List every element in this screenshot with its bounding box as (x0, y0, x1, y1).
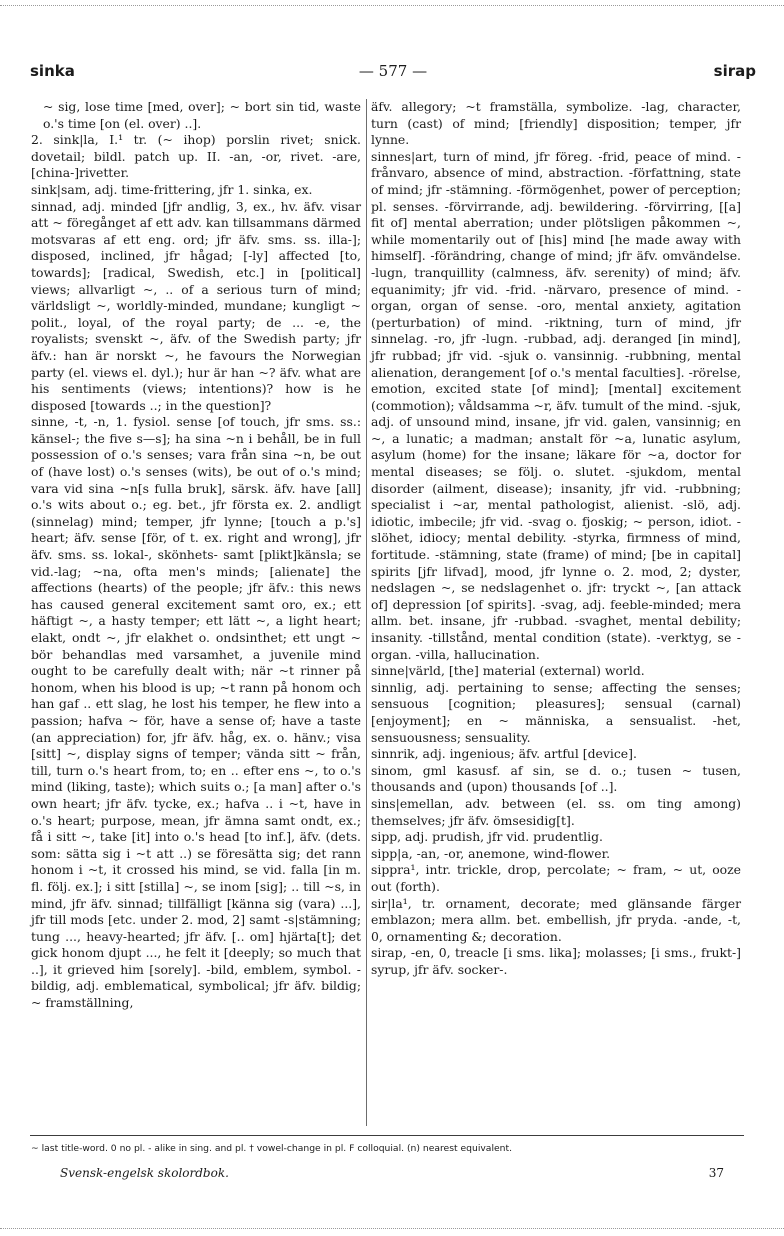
entry: sink|sam, adj. time-frittering, jfr 1. sinka, ex. (31, 181, 313, 197)
left-column (31, 99, 361, 1012)
entry: sinnrik, adj. ingenious; äfv. artful [device]. (371, 746, 637, 762)
right-column (371, 99, 741, 978)
entry: sir|la¹, tr. ornament, decorate; med glänsande färger emblazon; mera allm. bet. embellish, jfr pryda. -ande, -t, 0, ornamenting &; decoration. (371, 895, 741, 944)
page-footer (60, 1166, 724, 1180)
entry: ~ sig, lose time [med, over]; ~ bort sin tid, waste o.'s time [on (el. over) ..]. (43, 99, 361, 131)
book-title: Svensk-engelsk skolordbok. (60, 1166, 229, 1180)
abbreviation-legend: ~ last title-word. 0 no pl. - alike in sing. and pl. † vowel-change in pl. F colloquial. (n) nearest equivalent. (31, 1143, 512, 1154)
top-dotted-rule (0, 5, 784, 6)
sheet-number: 37 (708, 1166, 724, 1180)
entry: sirap, -en, 0, treacle [i sms. lika]; molasses; [i sms., frukt-] syrup, jfr äfv. socker-. (371, 945, 741, 977)
entry: äfv. allegory; ~t framställa, symbolize. -lag, character, turn (cast) of mind; [friendly] disposition; temper, jfr lynne. (371, 99, 741, 148)
entry: sippra¹, intr. trickle, drop, percolate; ~ fram, ~ ut, ooze out (forth). (371, 862, 741, 894)
entry: sipp|a, -an, -or, anemone, wind-flower. (371, 845, 611, 861)
entry: sinne|värld, [the] material (external) world. (371, 663, 645, 679)
entry: 2. sink|la, I.¹ tr. (~ ihop) porslin rivet; snick. dovetail; bildl. patch up. II. -an, -or, rivet. -are, [china-]rivetter. (31, 132, 361, 181)
bottom-dotted-rule (0, 1228, 784, 1229)
entry: sipp, adj. prudish, jfr vid. prudentlig. (371, 829, 603, 845)
entry: sinne, -t, -n, 1. fysiol. sense [of touch, jfr sms. ss.: känsel-; the five s—s]; ha sina ~n i behåll, be in full possession of o.'s senses; vara från sina ~n, be out of (have lost) o.'s senses (wits), be out of o.'s mind; vara vid sina ~n[s fulla bruk], särsk. äfv. have [all] o.'s wits about o.; eg. bet., jfr första ex. 2. andligt (sinnelag) mind; temper, jfr lynne; [touch a p.'s] heart; äfv. sense [för, of t. ex. right and wrong], jfr äfv. sms. ss. lokal-, skönhets- samt [plikt]känsla; se vid.-lag; ~na, ofta men's minds; [alienate] the affections (hearts) of the people; jfr äfv.: this news has caused general excitement samt oro, ex.; ett häftigt ~, a hasty temper; ett lätt ~, a light heart; elakt, ondt ~, jfr elakhet o. ondsinthet; ett ungt ~ bör behandlas med varsamhet, a juvenile mind ought to be carefully dealt with; när ~t rinner på honom, when his blood is up; ~t rann på honom och han gaf .. ett slag, he lost his temper, he flew into a passion; hafva ~ för, have a sense of; have a taste (an appreciation) for, jfr äfv. håg, ex. o. hänv.; visa [sitt] ~, display signs of temper; vända sitt ~ från, till, turn o.'s heart from, to; en .. efter ens ~, to o.'s mind (liking, taste); which suits o.; [a man] after o.'s own heart; jfr äfv. tycke, ex.; hafva .. i ~t, have in o.'s heart; purpose, mean, jfr ämna samt ondt, ex.; få i sitt ~, take [it] into o.'s head [to inf.], äfv. (dets. som: sätta sig i ~t att ..) se föresätta sig; det rann honom i ~t, it crossed his mind, se vid. falla [in m. fl. följ. ex.]; i sitt [stilla] ~, se inom [sig]; .. till ~s, in mind, jfr äfv. sinnad; tillfälligt [känna sig (vara) ...], jfr till mods [etc. under 2. mod, 2] samt -s|stämning; tung ..., heavy-hearted; jfr äfv. [.. om] hjärta[t]; det gick honom djupt ..., he felt it [deeply; so much that ..], it grieved him [sorely]. -bild, emblem, symbol. -bildig, adj. emblematical, symbolical; jfr äfv. bildig; ~ framställning, (31, 414, 361, 1011)
page-header (30, 62, 756, 88)
entry: sinnlig, adj. pertaining to sense; affecting the senses; sensuous [cognition; pleasures]; sensual (carnal) [enjoyment]; en ~ människa, a sensualist. -het, sensuousness; sensuality. (371, 679, 741, 745)
header-left-guide-word: sinka (30, 62, 75, 80)
entry: sinnad, adj. minded [jfr andlig, 3, ex., hv. äfv. visar att ~ föregånget af ett adv. kan tillsammans därmed motsvaras af ett eng. ord; jfr äfv. sms. ss. illa-]; disposed, inclined, jfr hågad; [-ly] affected [to, towards]; [radical, Swedish, etc.] in [political] views; allvarligt ~, .. of a serious turn of mind; världsligt ~, worldly-minded, mundane; kungligt ~ polit., loyal, of the royal party; de ... -e, the royalists; svenskt ~, äfv. of the Swedish party; jfr äfv.: han är norskt ~, he favours the Norwegian party (el. views el. dyl.); hur är han ~? äfv. what are his sentiments (views; intentions)? how is he disposed [towards ..; in the question]? (31, 198, 361, 413)
entry: sinom, gml kasusf. af sin, se d. o.; tusen ~ tusen, thousands and (upon) thousands [of ..]. (371, 762, 741, 795)
entry: sinnes|art, turn of mind, jfr föreg. -frid, peace of mind. -frånvaro, absence of mind, abstraction. -författning, state of mind; jfr -stämning. -förmögenhet, power of perception; pl. senses. -förvirrande, adj. bewildering. -förvirring, [[a] fit of] mental aberration; under plötsligen påkommen ~, while momentarily out of [his] mind [he made away with himself]. -förändring, change of mind; jfr äfv. omvändelse. -lugn, tranquillity (calmness, äfv. serenity) of mind; äfv. equanimity; jfr vid. -frid. -närvaro, presence of mind. -organ, organ of sense. -oro, mental anxiety, agitation (perturbation) of mind. -riktning, turn of mind, jfr sinnelag. -ro, jfr -lugn. -rubbad, adj. deranged [in mind], jfr rubbad; jfr vid. -sjuk o. vansinnig. -rubbning, mental alienation, derangement [of o.'s mental faculties]. -rörelse, emotion, excited state [of mind]; [mental] excitement (commotion); våldsamma ~r, äfv. tumult of the mind. -sjuk, adj. of unsound mind, insane, jfr vid. galen, vansinnig; en ~, a lunatic; a madman; anstalt för ~a, lunatic asylum, asylum (home) for the insane; läkare för ~a, doctor for mental diseases; se följ. o. slutet. -sjukdom, mental disorder (ailment, disease); insanity, jfr vid. -rubbning; specialist i ~ar, mental pathologist, alienist. -slö, adj. idiotic, imbecile; jfr vid. -svag o. fjoskig; ~ person, idiot. -slöhet, idiocy; mental debility. -styrka, firmness of mind, fortitude. -stämning, state (frame) of mind; [be in capital] spirits [jfr lifvad], mood, jfr lynne o. 2. mod, 2; dyster, nedslagen ~, se nedslagenhet o. jfr: tryckt ~, [an attack of] depression [of spirits]. -svag, adj. feeble-minded; mera allm. bet. insane, jfr -rubbad. -svaghet, mental debility; insanity. -tillstånd, mental condition (state). -verktyg, se -organ. -villa, hallucination. (371, 148, 741, 662)
entry: sins|emellan, adv. between (el. ss. om ting among) themselves; jfr äfv. ömsesidig[t]. (371, 795, 741, 828)
column-divider (366, 99, 367, 1126)
header-page-number: — 577 — (358, 62, 428, 80)
footer-rule (30, 1135, 744, 1136)
header-right-guide-word: sirap (713, 62, 756, 80)
